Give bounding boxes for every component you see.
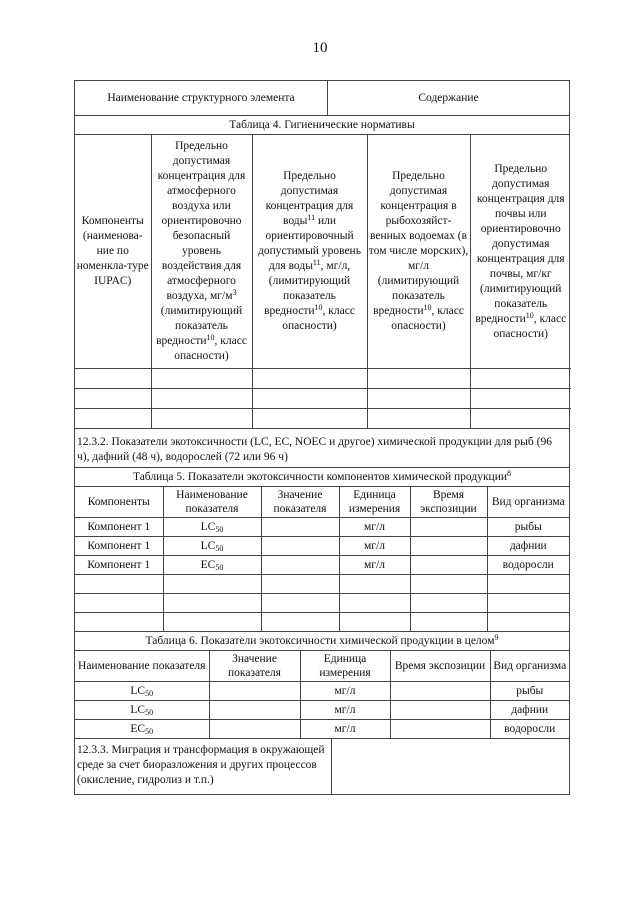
table-row — [75, 701, 569, 720]
organism-cell: дафнии — [490, 701, 569, 720]
table-header-cell: Компоненты — [75, 487, 163, 518]
table4-header-water: Предельно допустимая концентрация для воды$^{11}$ или ориентировочный допустимый уровень для воды$^{11}$, мг/л, (лимитирующий показатель вредности$^{10}$, класс опасности) — [252, 135, 367, 369]
unit-cell: мг/л — [300, 682, 390, 701]
table4-header-row — [75, 135, 571, 369]
table-row — [75, 594, 569, 613]
organism-cell: водоросли — [490, 720, 569, 739]
component-cell: Компонент 1 — [75, 537, 163, 556]
table-row — [75, 369, 571, 389]
value-cell — [261, 556, 339, 575]
table-row — [75, 537, 569, 556]
value-cell — [209, 720, 300, 739]
exposure-cell — [410, 518, 487, 537]
table-row — [75, 409, 571, 429]
exposure-cell — [390, 682, 490, 701]
unit-cell: мг/л — [300, 701, 390, 720]
unit-cell: мг/л — [339, 518, 410, 537]
product-ecotoxicity-table — [75, 651, 569, 738]
unit-cell: мг/л — [339, 537, 410, 556]
structure-element-header: Наименование структурного элемента — [75, 81, 328, 115]
hygienic-standards-table — [75, 135, 571, 428]
section-12-3-3: 12.3.3. Миграция и трансформация в окружающей среде за счет биоразложения и других процессов (окисление, гидролиз и т.п.) — [75, 739, 332, 794]
table-header-cell: Единица измерения — [339, 487, 410, 518]
section-12-3-3-content — [332, 739, 569, 794]
table-row — [75, 389, 571, 409]
unit-cell: мг/л — [300, 720, 390, 739]
table-header-cell: Время экспозиции — [390, 651, 490, 682]
exposure-cell — [390, 720, 490, 739]
section-12-3-3-row — [75, 738, 569, 794]
component-ecotoxicity-table — [75, 487, 569, 631]
indicator-cell: $LC_{50}$ — [163, 518, 261, 537]
component-cell: Компонент 1 — [75, 518, 163, 537]
exposure-cell — [410, 537, 487, 556]
organism-cell: водоросли — [487, 556, 569, 575]
table-row — [75, 720, 569, 739]
table-row — [75, 682, 569, 701]
table-header-cell: Вид организма — [490, 651, 569, 682]
indicator-cell: $LC_{50}$ — [75, 701, 209, 720]
table-header-cell: Значение показателя — [261, 487, 339, 518]
table-row — [75, 575, 569, 594]
value-cell — [261, 537, 339, 556]
table5-header-row — [75, 487, 569, 518]
page-number: 10 — [312, 40, 328, 56]
indicator-cell: $EC_{50}$ — [163, 556, 261, 575]
unit-cell: мг/л — [339, 556, 410, 575]
indicator-cell: $EC_{50}$ — [75, 720, 209, 739]
organism-cell: рыбы — [490, 682, 569, 701]
table-header-cell: Время экспозиции — [410, 487, 487, 518]
table5-caption: Таблица 5. Показатели экотоксичности компонентов химической продукции$^8$ — [75, 468, 569, 487]
table4-header-soil: Предельно допустимая концентрация для почвы или ориентировочно допустимая концентрация для почвы, мг/кг (лимитирующий показатель вредности$^{10}$, класс опасности) — [470, 135, 571, 369]
table-row — [75, 613, 569, 632]
table-header-cell: Наименование показателя — [75, 651, 209, 682]
table4-header-fishery: Предельно допустимая концентрация в рыбохозяйст-венных водоемах (в том числе морских), мг/л (лимитирующий показатель вредности$^{10}$, класс опасности) — [367, 135, 470, 369]
table-header-cell: Вид организма — [487, 487, 569, 518]
table4-header-air: Предельно допустимая концентрация для атмосферного воздуха или ориентировочно безопасный уровень воздействия для атмосферного воздуха, $мг/м^3$ (лимитирующий показатель вредности$^{10}$, класс опасности) — [151, 135, 252, 369]
value-cell — [209, 682, 300, 701]
organism-cell: рыбы — [487, 518, 569, 537]
table-header-cell: Наименование показателя — [163, 487, 261, 518]
value-cell — [261, 518, 339, 537]
table-row — [75, 556, 569, 575]
table-header-cell: Значение показателя — [209, 651, 300, 682]
table6-header-row — [75, 651, 569, 682]
table6-caption: Таблица 6. Показатели экотоксичности химической продукции в целом$^9$ — [75, 631, 569, 651]
exposure-cell — [390, 701, 490, 720]
value-cell — [209, 701, 300, 720]
table4-caption: Таблица 4. Гигиенические нормативы — [75, 116, 569, 135]
table-row — [75, 518, 569, 537]
table4-header-components: Компоненты (наименова-ние по номенкла-туре IUPAC) — [75, 135, 151, 369]
component-cell: Компонент 1 — [75, 556, 163, 575]
structure-header-row — [75, 81, 569, 116]
indicator-cell: $LC_{50}$ — [75, 682, 209, 701]
indicator-cell: $LC_{50}$ — [163, 537, 261, 556]
table-header-cell: Единица измерения — [300, 651, 390, 682]
content-header: Содержание — [418, 92, 479, 104]
organism-cell: дафнии — [487, 537, 569, 556]
section-12-3-2: 12.3.2. Показатели экотоксичности (LC, EC, NOEC и другое) химической продукции для рыб (96 ч), дафний (48 ч), водорослей (72 или 96 ч) — [75, 428, 569, 468]
document-table — [74, 80, 570, 795]
exposure-cell — [410, 556, 487, 575]
